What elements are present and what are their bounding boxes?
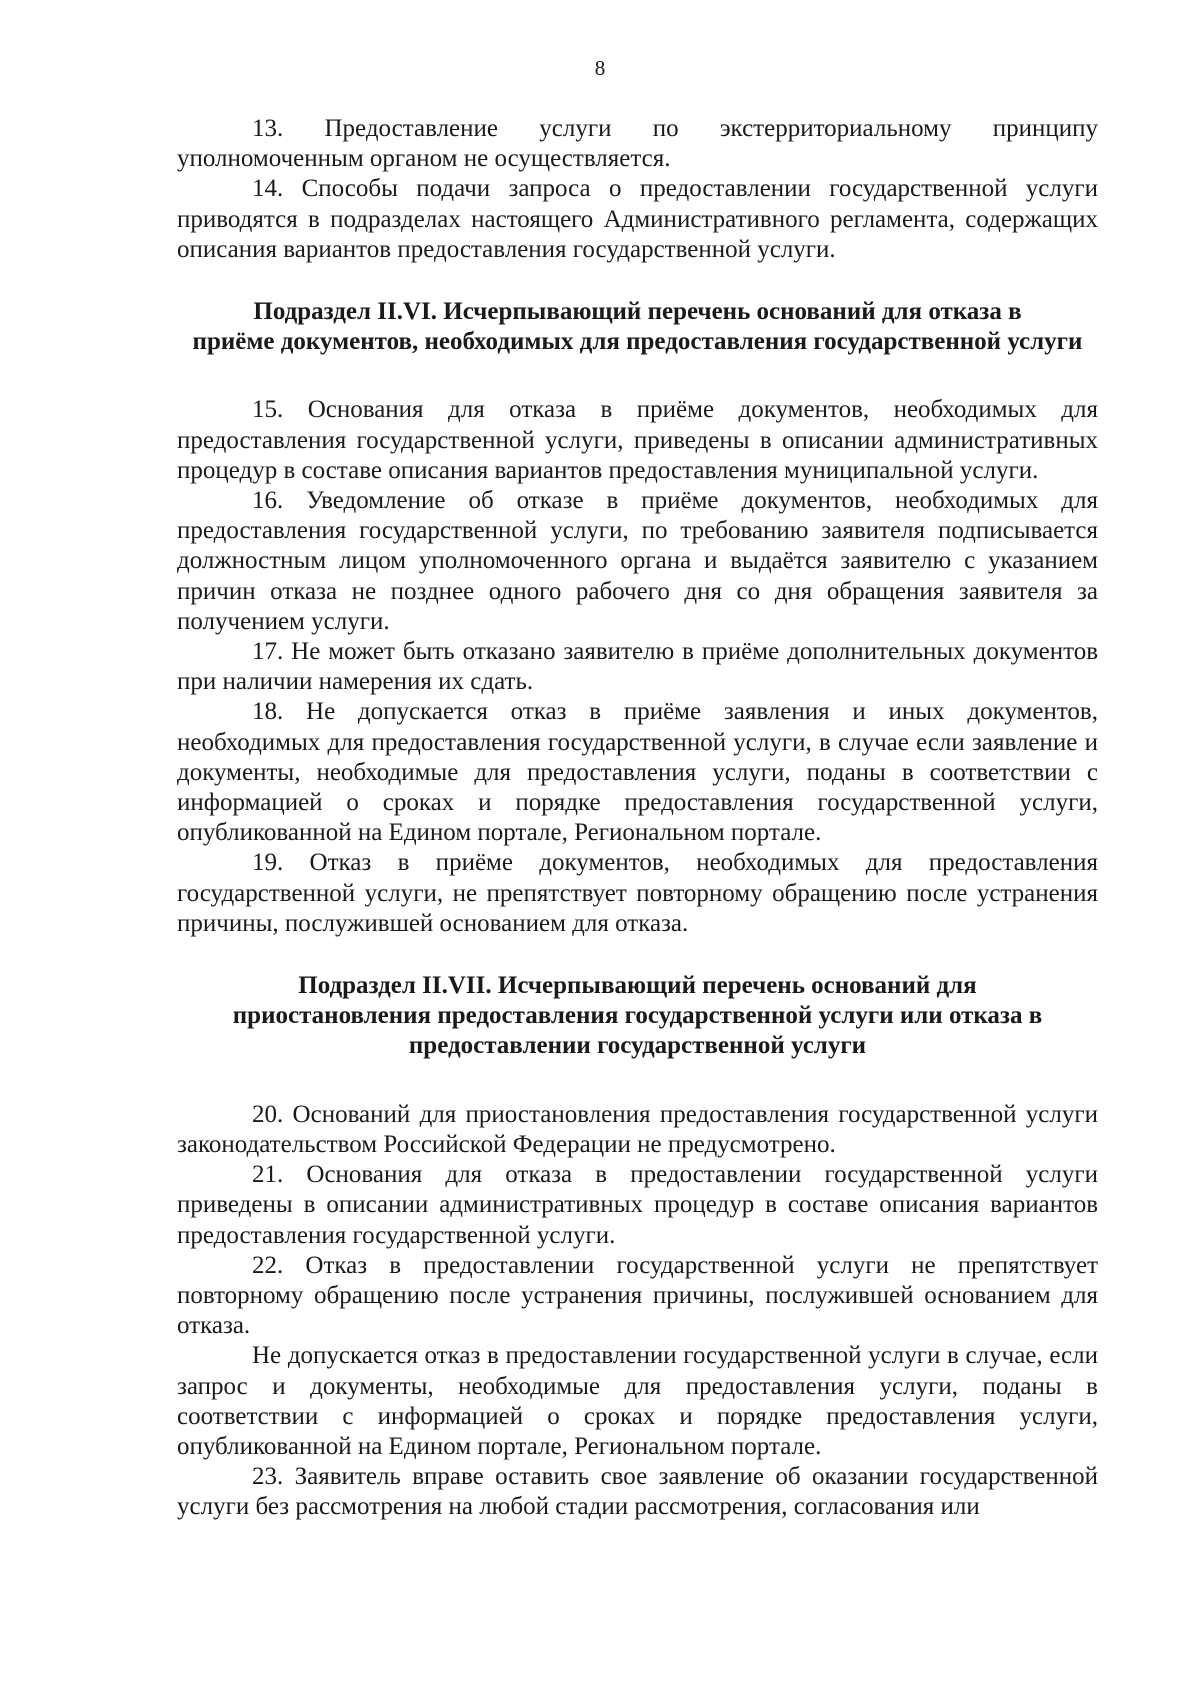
heading-line: приостановления предоставления государственной услуги или отказа в (232, 1002, 1043, 1030)
paragraph-16: 16. Уведомление об отказе в приёме документов, необходимых для предоставления государственной услуги, по требованию заявителя подписывается должностным лицом уполномоченного органа и выдаётся заявителю с указанием причин отказа не позднее одного рабочего дня со дня обращения заявителя за получением услуги. (177, 487, 1098, 635)
paragraph-20: 20. Оснований для приостановления предоставления государственной услуги законодательством Российской Федерации не предусмотрено. (177, 1100, 1098, 1158)
paragraph-22: 22. Отказ в предоставлении государственной услуги не препятствует повторному обращению после устранения причины, послужившей основанием для отказа. (177, 1251, 1098, 1340)
spacer (177, 265, 1098, 297)
heading-line: приёме документов, необходимых для предоставления государственной услуги (192, 328, 1083, 356)
subsection-heading-2-7 (177, 971, 1098, 1062)
heading-line: Подраздел II.VII. Исчерпывающий перечень оснований для (298, 972, 977, 1000)
spacer (177, 939, 1098, 971)
paragraph-23: 23. Заявитель вправе оставить свое заявление об оказании государственной услуги без рассмотрения на любой стадии рассмотрения, согласования или (177, 1463, 1098, 1521)
paragraph-13: 13. Предоставление услуги по экстерриториальному принципу уполномоченным органом не осуществляется. (177, 115, 1098, 173)
paragraph-17: 17. Не может быть отказано заявителю в приёме дополнительных документов при наличии намерения их сдать. (177, 638, 1098, 696)
page-number: 8 (594, 56, 606, 80)
paragraph-19: 19. Отказ в приёме документов, необходимых для предоставления государственной услуги, не препятствует повторному обращению после устранения причины, послужившей основанием для отказа. (177, 849, 1098, 937)
paragraph-22-continued: Не допускается отказ в предоставлении государственной услуги в случае, если запрос и документы, необходимые для предоставления услуги, поданы в соответствии с информацией о сроках и порядке предоставления услуги, опубликованной на Едином портале, Региональном портале. (177, 1342, 1098, 1460)
spacer (177, 1062, 1098, 1100)
paragraph-21: 21. Основания для отказа в предоставлении государственной услуги приведены в описании административных процедур в составе описания вариантов предоставления государственной услуги. (177, 1161, 1098, 1249)
subsection-heading-2-6 (177, 297, 1098, 357)
paragraph-15: 15. Основания для отказа в приёме документов, необходимых для предоставления государственной услуги, приведены в описании административных процедур в составе описания вариантов предоставления муниципальной услуги. (177, 396, 1098, 484)
paragraph-18: 18. Не допускается отказ в приёме заявления и иных документов, необходимых для предоставления государственной услуги, в случае если заявление и документы, необходимые для предоставления услуги, поданы в соответствии с информацией о сроках и порядке предоставления государственной услуги, опубликованной на Едином портале, Региональном портале. (177, 698, 1098, 847)
heading-line: предоставлении государственной услуги (408, 1032, 867, 1060)
document-body (177, 114, 1098, 1523)
spacer (177, 357, 1098, 395)
heading-line: Подраздел II.VI. Исчерпывающий перечень оснований для отказа в (253, 298, 1022, 326)
paragraph-14: 14. Способы подачи запроса о предоставлении государственной услуги приводятся в подразделах настоящего Административного регламента, содержащих описания вариантов предоставления государственной услуги. (177, 175, 1098, 263)
